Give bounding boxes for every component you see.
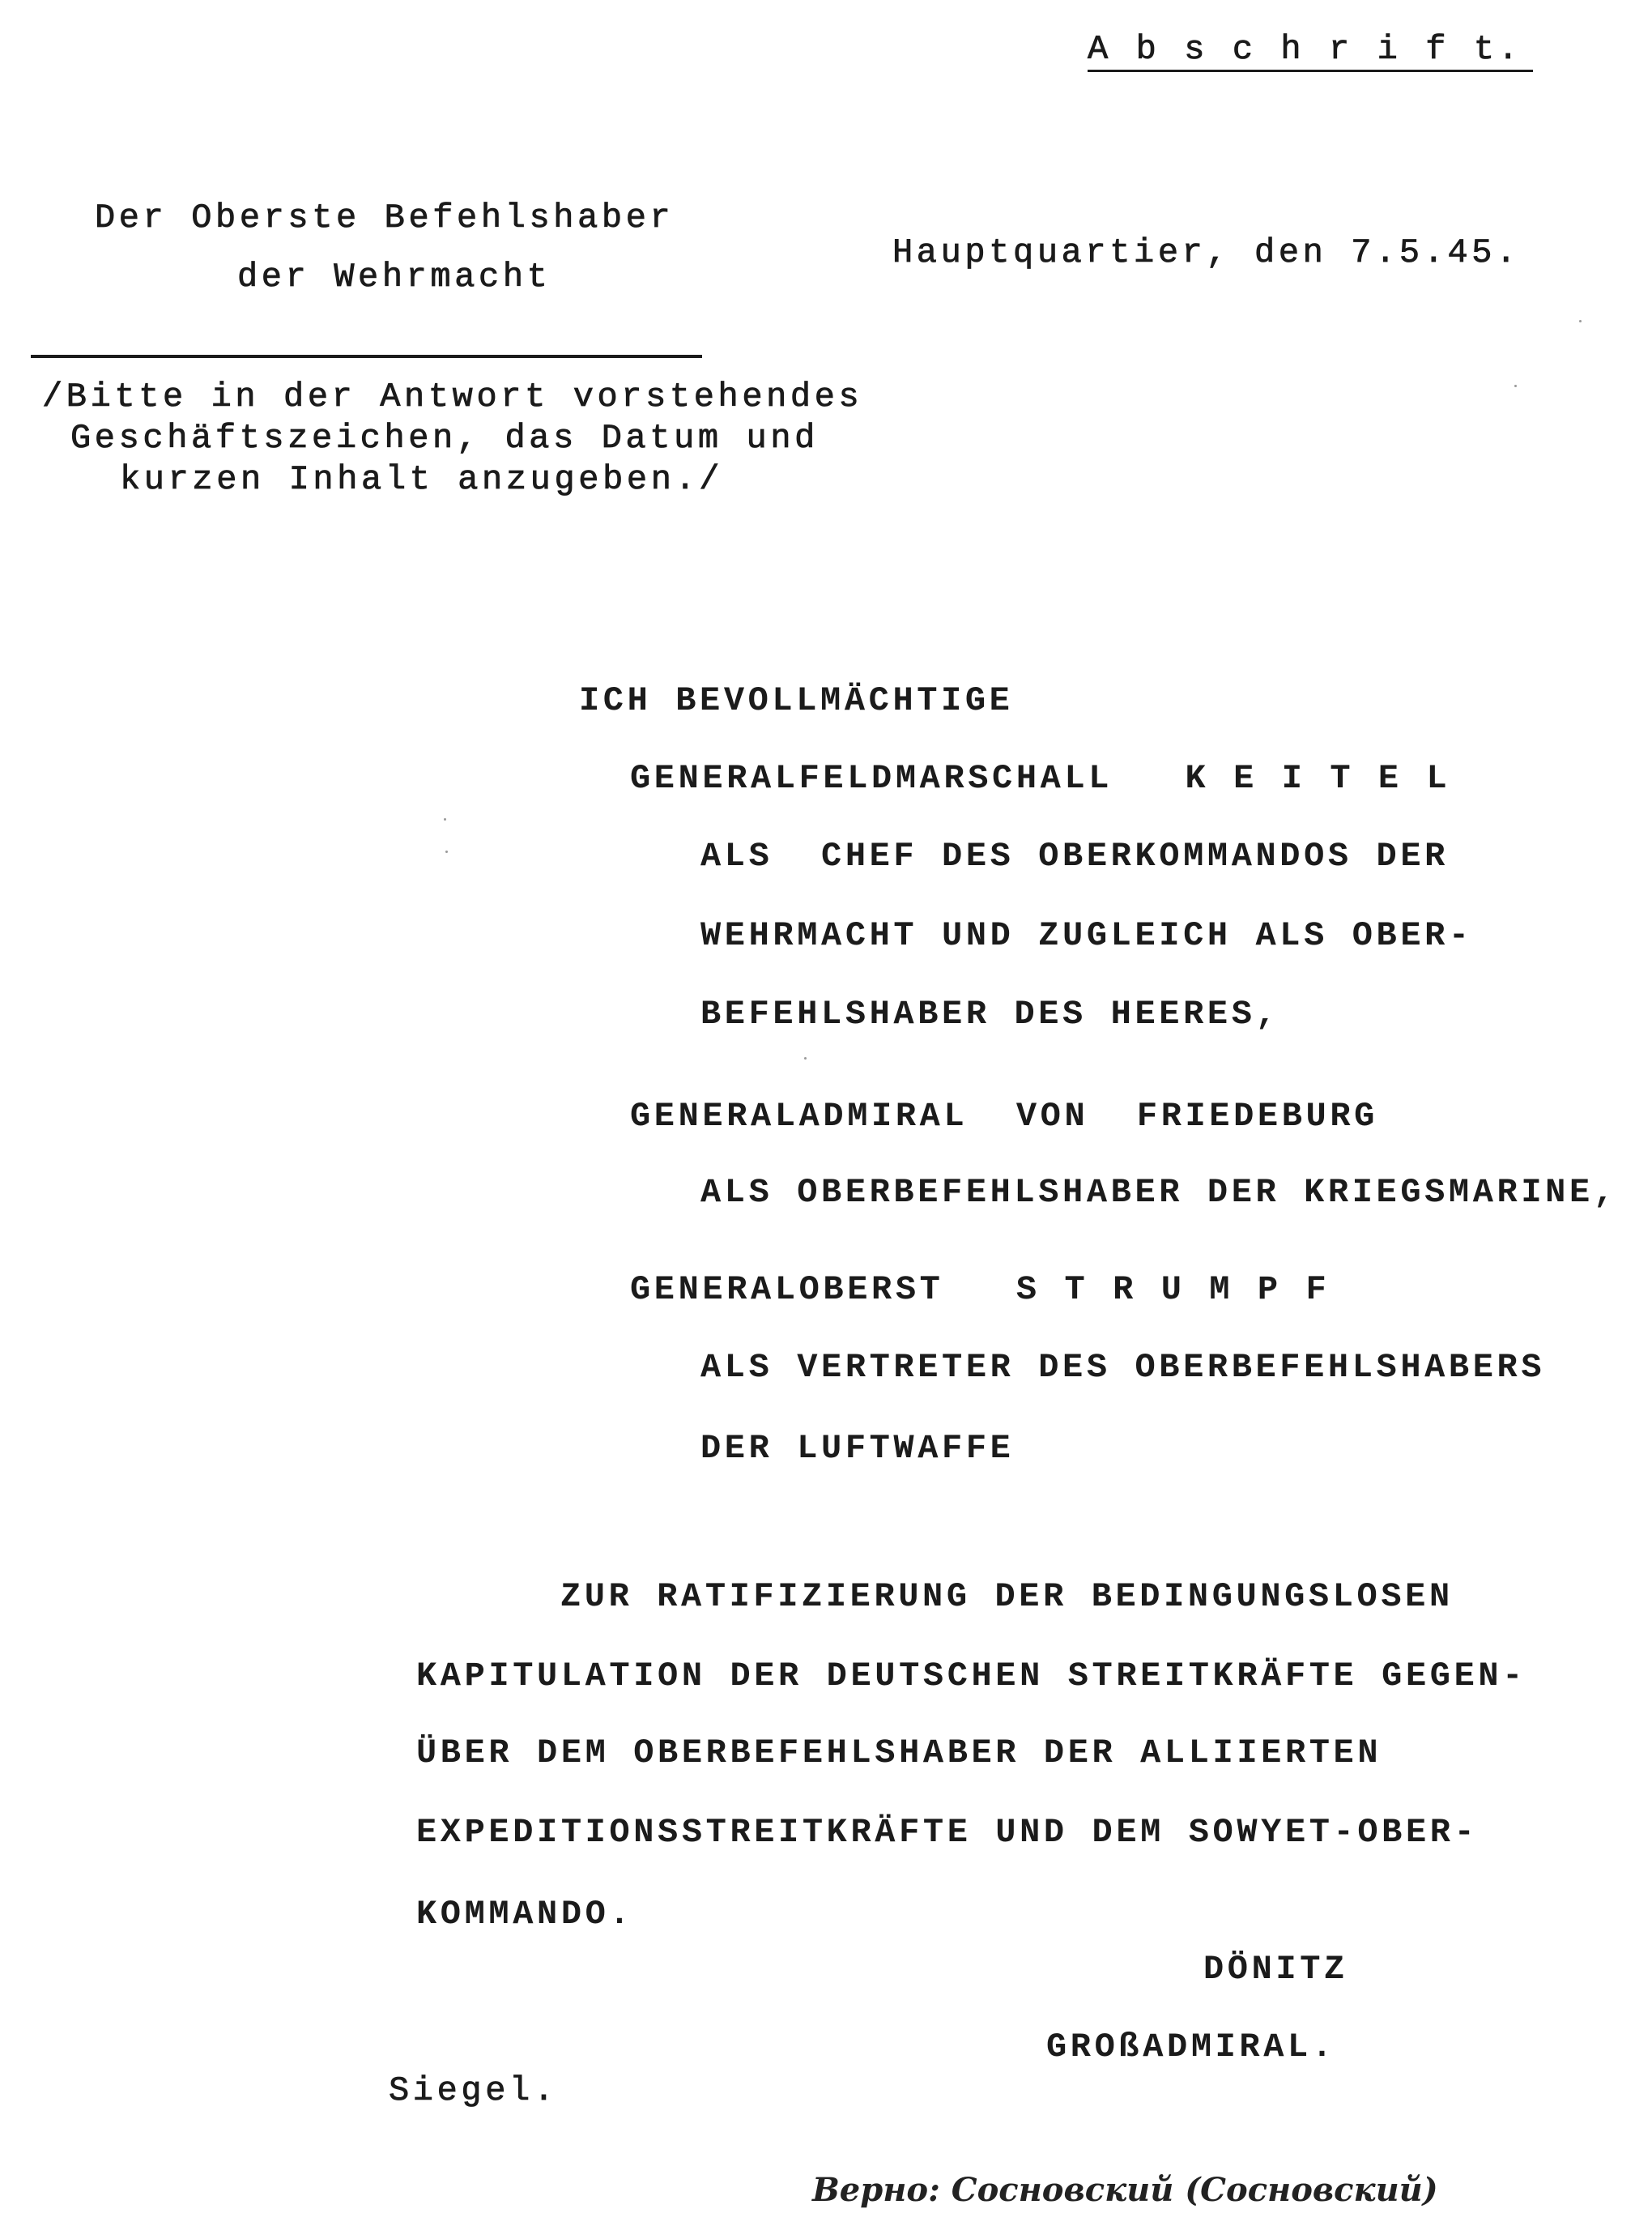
sender-line-1: Der Oberste Befehlshaber xyxy=(95,198,675,237)
paper-speck xyxy=(1514,385,1517,387)
reference-note-line: /Bitte in der Antwort vorstehendes xyxy=(42,377,863,416)
paper-speck xyxy=(1579,320,1582,322)
body-line: BEFEHLSHABER DES HEERES, xyxy=(700,995,1280,1034)
body-line: GENERALADMIRAL VON FRIEDEBURG xyxy=(630,1097,1378,1136)
paragraph-line: KOMMANDO. xyxy=(416,1895,634,1934)
seal-note: Siegel. xyxy=(389,2071,558,2110)
paragraph-line: ZUR RATIFIZIERUNG DER BEDINGUNGSLOSEN xyxy=(560,1577,1454,1616)
body-line: WEHRMACHT UND ZUGLEICH ALS OBER- xyxy=(700,916,1473,955)
header-divider xyxy=(31,355,702,358)
body-line: ALS VERTRETER DES OBERBEFEHLSHABERS xyxy=(700,1348,1546,1387)
body-line: DER LUFTWAFFE xyxy=(700,1429,1015,1468)
copy-mark-underline xyxy=(1088,70,1533,72)
reference-note-line: Geschäftszeichen, das Datum und xyxy=(70,419,819,458)
body-line: ALS OBERBEFEHLSHABER DER KRIEGSMARINE, xyxy=(700,1173,1618,1212)
copy-mark: A b s c h r i f t. xyxy=(1088,30,1522,69)
paragraph-line: ÜBER DEM OBERBEFEHLSHABER DER ALLIIERTEN xyxy=(416,1733,1382,1772)
body-line: GENERALFELDMARSCHALL K E I T E L xyxy=(630,759,1451,798)
paper-speck xyxy=(445,851,448,853)
reference-note-line: kurzen Inhalt anzugeben./ xyxy=(120,460,724,499)
sender-line-2: der Wehrmacht xyxy=(237,258,551,296)
place-date: Hauptquartier, den 7.5.45. xyxy=(892,233,1520,272)
paragraph-line: EXPEDITIONSSTREITKRÄFTE UND DEM SOWYET-OBER- xyxy=(416,1813,1479,1852)
paper-speck xyxy=(804,1057,807,1060)
signatory-name: DÖNITZ xyxy=(1203,1950,1348,1989)
body-line: ALS CHEF DES OBERKOMMANDOS DER xyxy=(700,837,1449,876)
paper-speck xyxy=(444,818,446,821)
paragraph-line: KAPITULATION DER DEUTSCHEN STREITKRÄFTE GEGEN- xyxy=(416,1657,1526,1695)
body-line: GENERALOBERST S T R U M P F xyxy=(630,1270,1331,1309)
body-line: ICH BEVOLLMÄCHTIGE xyxy=(579,681,1014,720)
signatory-rank: GROßADMIRAL. xyxy=(1046,2028,1336,2066)
handwritten-certification: Верно: Сосновский (Сосновский) xyxy=(812,2171,1438,2209)
